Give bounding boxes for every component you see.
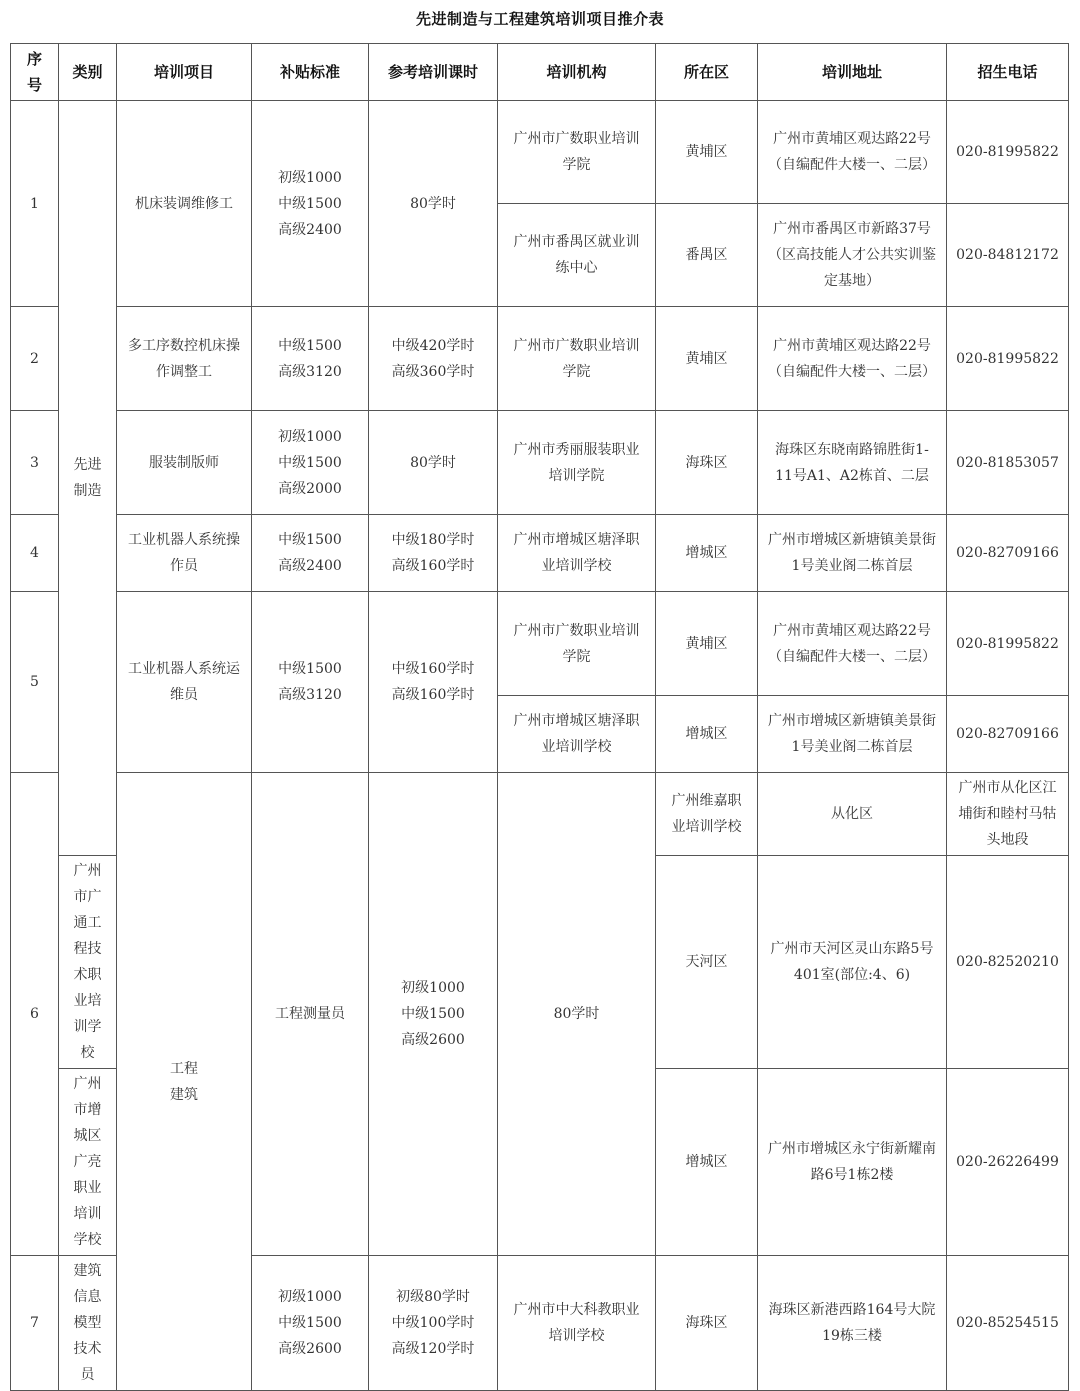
institution-cell: 广州市番禺区就业训练中心	[498, 204, 656, 307]
hours-cell: 80学时	[369, 411, 498, 515]
institution-cell: 广州市广数职业培训学院	[498, 592, 656, 696]
address-cell: 广州市从化区江埔街和睦村马牯头地段	[947, 773, 1069, 856]
col-header-category: 类别	[59, 44, 117, 101]
table-row	[11, 101, 1069, 204]
col-header-subsidy: 补贴标准	[252, 44, 369, 101]
table-row	[11, 592, 1069, 696]
project-cell: 多工序数控机床操作调整工	[117, 307, 252, 411]
address-cell: 广州市黄埔区观达路22号（自编配件大楼一、二层）	[758, 592, 947, 696]
district-cell: 番禺区	[656, 204, 758, 307]
hours-cell: 中级420学时 高级360学时	[369, 307, 498, 411]
col-header-phone: 招生电话	[947, 44, 1069, 101]
col-header-address: 培训地址	[758, 44, 947, 101]
district-cell: 天河区	[656, 856, 758, 1069]
address-cell: 广州市番禺区市新路37号（区高技能人才公共实训鉴定基地）	[758, 204, 947, 307]
row-number: 2	[11, 307, 59, 411]
address-cell: 广州市天河区灵山东路5号401室(部位:4、6)	[758, 856, 947, 1069]
table-row	[11, 773, 1069, 856]
table-title: 先进制造与工程建筑培训项目推介表	[415, 10, 664, 28]
district-cell: 黄埔区	[656, 101, 758, 204]
subsidy-cell: 初级1000 中级1500 高级2600	[369, 773, 498, 1256]
hours-cell: 初级80学时 中级100学时 高级120学时	[369, 1256, 498, 1391]
col-header-district: 所在区	[656, 44, 758, 101]
district-cell: 增城区	[656, 1069, 758, 1256]
address-cell: 广州市增城区永宁街新耀南路6号1栋2楼	[758, 1069, 947, 1256]
institution-cell: 广州市秀丽服装职业培训学院	[498, 411, 656, 515]
col-header-institution: 培训机构	[498, 44, 656, 101]
subsidy-cell: 中级1500 高级2400	[252, 515, 369, 592]
project-cell: 工程测量员	[252, 773, 369, 1256]
header-row	[11, 44, 1069, 101]
phone-cell: 020-82520210	[947, 856, 1069, 1069]
table-row	[11, 515, 1069, 592]
training-table	[10, 43, 1069, 1391]
hours-cell: 80学时	[369, 101, 498, 307]
project-cell: 机床装调维修工	[117, 101, 252, 307]
district-cell: 增城区	[656, 696, 758, 773]
address-cell: 广州市增城区新塘镇美景街1号美业阁二栋首层	[758, 696, 947, 773]
district-cell: 增城区	[656, 515, 758, 592]
institution-cell: 广州市增城区塘泽职业培训学校	[498, 696, 656, 773]
subsidy-cell: 初级1000 中级1500 高级2400	[252, 101, 369, 307]
subsidy-cell: 中级1500 高级3120	[252, 307, 369, 411]
subsidy-cell: 初级1000 中级1500 高级2000	[252, 411, 369, 515]
row-number: 5	[11, 592, 59, 773]
institution-cell: 广州维嘉职业培训学校	[656, 773, 758, 856]
institution-cell: 广州市广数职业培训学院	[498, 101, 656, 204]
project-cell: 服装制版师	[117, 411, 252, 515]
district-cell: 海珠区	[656, 411, 758, 515]
col-header-no: 序号	[11, 44, 59, 101]
address-cell: 广州市增城区新塘镇美景街1号美业阁二栋首层	[758, 515, 947, 592]
table-row	[11, 411, 1069, 515]
district-cell: 黄埔区	[656, 592, 758, 696]
row-number: 1	[11, 101, 59, 307]
category-cell: 先进 制造	[59, 101, 117, 856]
district-cell: 黄埔区	[656, 307, 758, 411]
address-cell: 广州市黄埔区观达路22号（自编配件大楼一、二层）	[758, 101, 947, 204]
district-cell: 海珠区	[656, 1256, 758, 1391]
institution-cell: 广州市增城区塘泽职业培训学校	[498, 515, 656, 592]
row-number: 3	[11, 411, 59, 515]
phone-cell: 020-81853057	[947, 411, 1069, 515]
phone-cell: 020-82709166	[947, 515, 1069, 592]
col-header-project: 培训项目	[117, 44, 252, 101]
table-row	[11, 307, 1069, 411]
institution-cell: 广州市中大科教职业培训学校	[498, 1256, 656, 1391]
phone-cell: 020-26226499	[947, 1069, 1069, 1256]
address-cell: 海珠区新港西路164号大院19栋三楼	[758, 1256, 947, 1391]
hours-cell: 中级180学时 高级160学时	[369, 515, 498, 592]
phone-cell: 020-81995822	[947, 101, 1069, 204]
phone-cell: 020-81995822	[947, 307, 1069, 411]
hours-cell: 80学时	[498, 773, 656, 1256]
row-number: 7	[11, 1256, 59, 1391]
institution-cell: 广州市广通工程技术职业培训学校	[59, 856, 117, 1069]
institution-cell: 广州市广数职业培训学院	[498, 307, 656, 411]
project-cell: 工业机器人系统运维员	[117, 592, 252, 773]
district-cell: 从化区	[758, 773, 947, 856]
row-number: 6	[11, 773, 59, 1256]
category-cell: 工程 建筑	[117, 773, 252, 1391]
subsidy-cell: 初级1000 中级1500 高级2600	[252, 1256, 369, 1391]
phone-cell: 020-85254515	[947, 1256, 1069, 1391]
project-cell: 建筑信息模型技术员	[59, 1256, 117, 1391]
phone-cell: 020-84812172	[947, 204, 1069, 307]
row-number: 4	[11, 515, 59, 592]
hours-cell: 中级160学时 高级160学时	[369, 592, 498, 773]
phone-cell: 020-81995822	[947, 592, 1069, 696]
address-cell: 广州市黄埔区观达路22号（自编配件大楼一、二层）	[758, 307, 947, 411]
phone-cell: 020-82709166	[947, 696, 1069, 773]
project-cell: 工业机器人系统操作员	[117, 515, 252, 592]
institution-cell: 广州市增城区广亮职业培训学校	[59, 1069, 117, 1256]
subsidy-cell: 中级1500 高级3120	[252, 592, 369, 773]
address-cell: 海珠区东晓南路锦胜街1-11号A1、A2栋首、二层	[758, 411, 947, 515]
col-header-hours: 参考培训课时	[369, 44, 498, 101]
